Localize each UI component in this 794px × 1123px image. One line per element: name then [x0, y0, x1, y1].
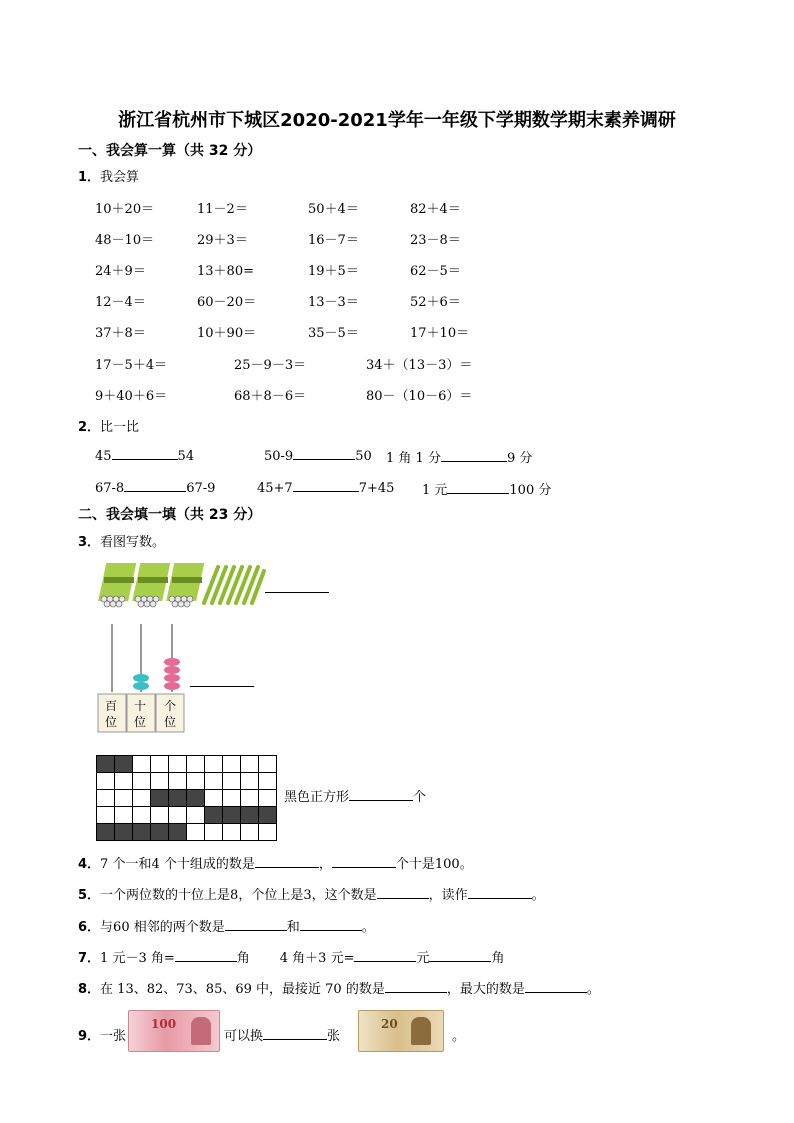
comparison-item — [95, 479, 215, 496]
stick-bundles — [98, 563, 204, 607]
compare-right: 9 分 — [506, 451, 533, 466]
arithmetic-problem: 80－（10－6）＝ — [366, 389, 473, 404]
white-square — [151, 807, 169, 824]
arithmetic-problem: 23－8＝ — [410, 233, 461, 248]
sticks-answer-blank[interactable] — [265, 580, 329, 593]
white-square — [187, 824, 205, 841]
grid-question — [284, 786, 426, 805]
q7-blank-2[interactable] — [354, 949, 416, 962]
white-square — [259, 824, 277, 841]
white-square — [133, 790, 151, 807]
compare-blank[interactable] — [447, 481, 509, 494]
arithmetic-problem: 62－5＝ — [410, 264, 461, 279]
q5-text-b: ，读作 — [428, 888, 468, 903]
q9-text-b: 可以换 — [224, 1029, 264, 1044]
compare-right: 67-9 — [186, 481, 216, 496]
arithmetic-problem: 68＋8－6＝ — [234, 389, 307, 404]
white-square — [187, 807, 205, 824]
white-square — [133, 773, 151, 790]
white-square — [133, 807, 151, 824]
comparison-item — [264, 447, 372, 464]
white-square — [133, 756, 151, 773]
white-square — [241, 773, 259, 790]
black-square — [169, 790, 187, 807]
arithmetic-problem: 35－5＝ — [308, 326, 359, 341]
white-square — [223, 773, 241, 790]
white-square — [205, 824, 223, 841]
q7-text-d: 元 — [416, 951, 430, 966]
white-square — [241, 824, 259, 841]
black-square — [97, 824, 115, 841]
white-square — [241, 756, 259, 773]
black-square — [169, 824, 187, 841]
white-square — [97, 773, 115, 790]
squares-grid — [96, 755, 277, 841]
q4-blank-1[interactable] — [255, 855, 319, 868]
q2-label: 比一比 — [100, 420, 140, 435]
arithmetic-problem: 50＋4＝ — [308, 202, 359, 217]
q5-blank-2[interactable] — [468, 886, 532, 899]
compare-left: 45+7 — [257, 481, 293, 496]
banknote-20-image — [358, 1010, 444, 1052]
compare-left: 45 — [95, 449, 112, 464]
arithmetic-problem: 52＋6＝ — [410, 295, 461, 310]
q6-blank-1[interactable] — [225, 918, 287, 931]
page-title: 浙江省杭州市下城区2020-2021学年一年级下学期数学期末素养调研 — [118, 110, 676, 131]
place-label-ones: 个 位 — [163, 699, 176, 729]
q4-blank-2[interactable] — [332, 855, 396, 868]
black-square — [133, 824, 151, 841]
arithmetic-problem: 24＋9＝ — [95, 264, 146, 279]
white-square — [169, 756, 187, 773]
q5-blank-1[interactable] — [377, 886, 429, 899]
q8-text-b: ，最大的数是 — [446, 982, 525, 997]
q9-text-c: 张 — [327, 1029, 341, 1044]
grid-unit: 个 — [413, 790, 427, 805]
q1-number: 1． — [78, 170, 101, 185]
white-square — [205, 756, 223, 773]
compare-left: 67-8 — [95, 481, 125, 496]
q5 — [78, 884, 545, 903]
q7 — [78, 947, 505, 966]
q8-blank-1[interactable] — [385, 980, 447, 993]
white-square — [115, 773, 133, 790]
banknote-100-image — [128, 1010, 220, 1052]
q7-text-e: 角 — [491, 951, 505, 966]
q9 — [78, 1025, 126, 1044]
white-square — [223, 756, 241, 773]
white-square — [259, 756, 277, 773]
arithmetic-problem: 60－20＝ — [197, 295, 257, 310]
tens-beads — [133, 674, 149, 690]
compare-left: 50-9 — [264, 449, 294, 464]
q9-blank[interactable] — [263, 1027, 327, 1040]
grid-answer-blank[interactable] — [349, 788, 413, 801]
q8-blank-2[interactable] — [525, 980, 587, 993]
q6-text-b: 和 — [286, 920, 300, 935]
white-square — [223, 824, 241, 841]
sticks-image — [96, 555, 266, 615]
white-square — [205, 773, 223, 790]
q3-label: 看图写数。 — [100, 535, 166, 550]
compare-right: 54 — [177, 449, 195, 464]
q7-blank-1[interactable] — [175, 949, 237, 962]
grid-label: 黑色正方形 — [284, 790, 350, 805]
black-square — [241, 807, 259, 824]
black-square — [259, 807, 277, 824]
compare-right: 100 分 — [509, 483, 552, 498]
white-square — [187, 756, 205, 773]
q2-header — [78, 416, 139, 435]
section1-heading: 一、我会算一算（共 32 分） — [78, 143, 262, 159]
q7-number: 7． — [78, 951, 101, 966]
place-label-tens: 十 位 — [133, 699, 146, 729]
compare-blank[interactable] — [124, 479, 186, 492]
white-square — [205, 790, 223, 807]
q9-end: 。 — [452, 1029, 466, 1044]
compare-blank[interactable] — [441, 449, 507, 462]
section2-heading: 二、我会填一填（共 23 分） — [78, 507, 262, 523]
q1-header — [78, 166, 139, 185]
q3-header — [78, 531, 165, 550]
black-square — [151, 824, 169, 841]
comparison-item — [95, 447, 194, 464]
white-square — [115, 790, 133, 807]
arithmetic-problem: 11－2＝ — [197, 202, 248, 217]
white-square — [151, 773, 169, 790]
q8-text-c: 。 — [586, 982, 600, 997]
q9-number: 9． — [78, 1029, 101, 1044]
q4-text-c: 个十是100。 — [395, 857, 473, 872]
portrait-icon — [191, 1017, 211, 1045]
black-square — [187, 790, 205, 807]
q4-number: 4． — [78, 857, 101, 872]
black-square — [205, 807, 223, 824]
q6-number: 6． — [78, 920, 101, 935]
black-square — [115, 824, 133, 841]
q3-number: 3． — [78, 535, 101, 550]
q4-text-b: ， — [318, 857, 332, 872]
arithmetic-problem: 13－3＝ — [308, 295, 359, 310]
abacus-answer-blank[interactable] — [190, 674, 254, 687]
arithmetic-problem: 10＋90＝ — [197, 326, 257, 341]
arithmetic-problem: 12－4＝ — [95, 295, 146, 310]
q7-text-a: 1 元－3 角= — [100, 951, 175, 966]
q6-text-a: 与60 相邻的两个数是 — [100, 920, 225, 935]
compare-left: 1 元 — [422, 483, 448, 498]
arithmetic-problem: 29＋3＝ — [197, 233, 248, 248]
black-square — [223, 807, 241, 824]
arithmetic-problem: 25－9－3＝ — [234, 358, 307, 373]
white-square — [223, 790, 241, 807]
q5-text-a: 一个两位数的十位上是8，个位上是3，这个数是 — [100, 888, 377, 903]
black-square — [151, 790, 169, 807]
q6 — [78, 916, 375, 935]
white-square — [169, 773, 187, 790]
comparison-item — [257, 479, 394, 496]
q7-text-c: 4 角＋3 元= — [279, 951, 355, 966]
q2-number: 2． — [78, 420, 101, 435]
q1-label: 我会算 — [100, 170, 140, 185]
white-square — [151, 756, 169, 773]
comparison-item — [386, 447, 532, 466]
compare-blank[interactable] — [293, 479, 359, 492]
arithmetic-problem: 10＋20＝ — [95, 202, 155, 217]
compare-blank[interactable] — [293, 447, 355, 460]
q7-blank-3[interactable] — [429, 949, 491, 962]
compare-right: 7+45 — [358, 481, 395, 496]
arithmetic-problem: 17－5＋4＝ — [95, 358, 168, 373]
ones-beads — [164, 658, 180, 690]
black-square — [97, 756, 115, 773]
white-square — [169, 807, 187, 824]
arithmetic-problem: 34＋（13－3）＝ — [366, 358, 473, 373]
arithmetic-problem: 9＋40＋6＝ — [95, 389, 168, 404]
q4 — [78, 853, 473, 872]
single-sticks — [204, 567, 264, 603]
compare-left: 1 角 1 分 — [386, 451, 441, 466]
white-square — [97, 807, 115, 824]
white-square — [97, 790, 115, 807]
arithmetic-problem: 19＋5＝ — [308, 264, 359, 279]
q9-text-a: 一张 — [100, 1029, 127, 1044]
arithmetic-problem: 17＋10＝ — [410, 326, 470, 341]
white-square — [187, 773, 205, 790]
white-square — [259, 773, 277, 790]
comparison-item — [422, 479, 551, 498]
q4-text-a: 7 个一和4 个十组成的数是 — [100, 857, 255, 872]
arithmetic-problem: 37＋8＝ — [95, 326, 146, 341]
q7-text-b: 角 — [236, 951, 250, 966]
white-square — [259, 790, 277, 807]
banknote-100-value: 100 — [151, 1017, 177, 1031]
arithmetic-problem: 16－7＝ — [308, 233, 359, 248]
q5-text-c: 。 — [531, 888, 545, 903]
q8 — [78, 978, 600, 997]
place-label-hundreds: 百 位 — [104, 699, 117, 729]
q8-number: 8． — [78, 982, 101, 997]
white-square — [115, 807, 133, 824]
banknote-20-value: 20 — [381, 1017, 398, 1031]
q9-middle — [224, 1025, 340, 1044]
q6-blank-2[interactable] — [300, 918, 362, 931]
portrait-icon — [411, 1017, 431, 1045]
arithmetic-problem: 48－10＝ — [95, 233, 155, 248]
white-square — [241, 790, 259, 807]
arithmetic-problem: 82＋4＝ — [410, 202, 461, 217]
q8-text-a: 在 13、82、73、85、69 中，最接近 70 的数是 — [100, 982, 385, 997]
compare-right: 50 — [355, 449, 372, 464]
arithmetic-problem: 13＋80= — [197, 264, 254, 279]
q5-number: 5． — [78, 888, 101, 903]
compare-blank[interactable] — [112, 447, 178, 460]
black-square — [115, 756, 133, 773]
q6-text-c: 。 — [361, 920, 375, 935]
